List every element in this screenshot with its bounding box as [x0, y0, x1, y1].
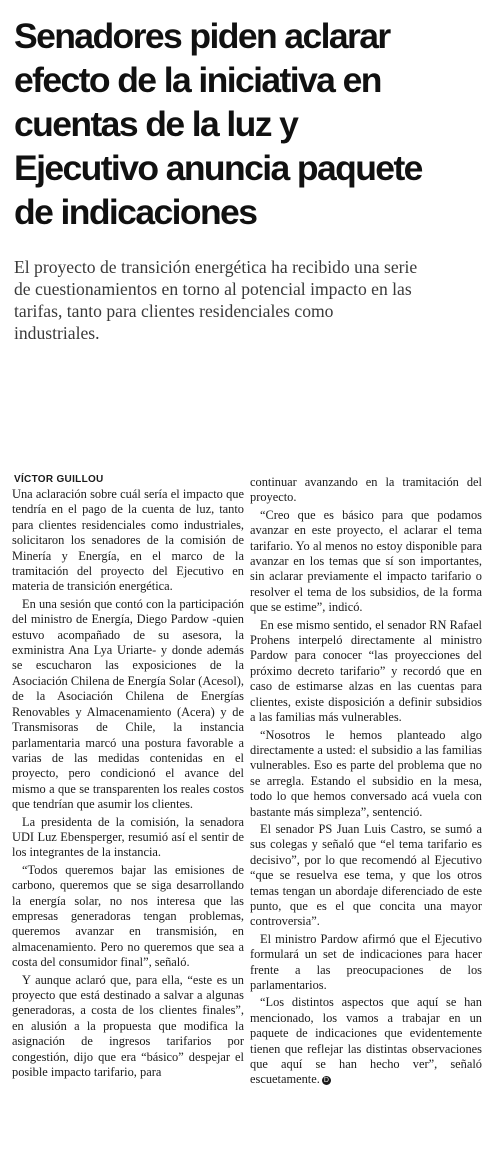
byline: VÍCTOR GUILLOU: [14, 474, 104, 485]
body-paragraph: “Nosotros le hemos planteado algo directamente a usted: el subsidio a las familias vulnerables. Eso es parte del problema que no se arregla. Estando el subsidio en la mesa, todo lo que hemos conversado acá vuela con bastante más simpleza”, sentenció.: [250, 727, 482, 819]
headline-line: Ejecutivo anuncia paquete: [14, 148, 422, 188]
body-paragraph: continuar avanzando en la tramitación del proyecto.: [250, 475, 482, 505]
headline-line: efecto de la iniciativa en: [14, 60, 381, 100]
body-paragraph: Y aunque aclaró que, para ella, “este es un proyecto que está destinado a salvar a algunas generadoras, a costa de los clientes finales”, en alusión a la propuesta que modifica la asignación de ingresos tarifarios por congestión, dijo que era “básico” despejar el posible impacto tarifario, para: [12, 972, 244, 1080]
deck-summary: [14, 256, 478, 344]
body-paragraph: “Creo que es básico para que podamos avanzar en este proyecto, el aclarar el tema tarifario. Yo al menos no estoy disponible para avanzar en los temas que sí son importantes, sin aclarar previamente el impacto tarifario o resolver el tema de los subsidios, de la forma que se estime”, indicó.: [250, 507, 482, 615]
body-paragraph: Una aclaración sobre cuál sería el impacto que tendría en el pago de la cuenta de luz, tanto para clientes residenciales como industriales, solicitaron los senadores de la comisión de Minería y Energía, en el marco de la tramitación del proyecto del Ejecutivo en materia de transición energética.: [12, 487, 244, 594]
body-paragraph: El senador PS Juan Luis Castro, se sumó a sus colegas y señaló que “el tema tarifario es decisivo”, por lo que recomendó al Ejecutivo “que se resuelva ese tema, y que los otros temas tengan un abordaje diferenciado de este punto, que es el que concita una mayor controversia”.: [250, 821, 482, 929]
body-column-right: [250, 475, 482, 1090]
body-paragraph: El ministro Pardow afirmó que el Ejecutivo formulará un set de indicaciones para hacer frente a las preocupaciones de los parlamentarios.: [250, 931, 482, 992]
closing-paragraph-text: “Los distintos aspectos que aquí se han mencionado, los vamos a trabajar en un paquete de indicaciones que evidentemente tienen que reflejar las distintas observaciones que aquí se han hecho ver”, señaló escuetamente.: [250, 995, 482, 1087]
deck-line: industriales.: [14, 323, 100, 343]
headline-line: Senadores piden aclarar: [14, 16, 390, 56]
body-paragraph: [250, 995, 482, 1087]
deck-line: de cuestionamientos en torno al potencial impacto en las: [14, 279, 412, 299]
end-of-article-icon: D: [323, 1077, 329, 1085]
headline-line: de indicaciones: [14, 192, 257, 232]
deck-line: El proyecto de transición energética ha recibido una serie: [14, 257, 418, 277]
body-paragraph: En una sesión que contó con la participación del ministro de Energía, Diego Pardow -quien estuvo acompañado de su asesora, la exministra Ana Lya Uriarte- y donde además se escucharon las exposiciones de la Asociación Chilena de Energía Solar (Acesol), de la Asociación Chilena de Energías Renovables y Almacenamiento (Acera) y de Transmisoras de Chile, la instancia parlamentaria marcó una postura favorable a varias de las medidas contenidas en el proyecto, pero condicionó el avance del mismo a que se transparenten los reales costos que tendrían que asumir los clientes.: [12, 596, 244, 812]
body-column-left: [12, 487, 244, 1082]
body-paragraph: La presidenta de la comisión, la senadora UDI Luz Ebensperger, resumió así el sentir de los integrantes de la instancia.: [12, 814, 244, 860]
deck-line: tarifas, tanto para clientes residenciales como: [14, 301, 334, 321]
headline-line: cuentas de la luz y: [14, 104, 298, 144]
headline: [14, 14, 480, 234]
body-paragraph: En ese mismo sentido, el senador RN Rafael Prohens interpeló directamente al ministro Pardow para conocer “las proyecciones del próximo decreto tarifario” y recordó que en caso de estimarse alzas en las cuentas para clientes, existe disposición a definir subsidios a las familias más vulnerables.: [250, 617, 482, 725]
body-paragraph: “Todos queremos bajar las emisiones de carbono, queremos que se siga desarrollando la energía solar, no nos interesa que las empresas generadoras tengan problemas, queremos avanzar en transmisión, en almacenamiento. Pero no queremos que sea a costa del consumidor final”, señaló.: [12, 862, 244, 970]
